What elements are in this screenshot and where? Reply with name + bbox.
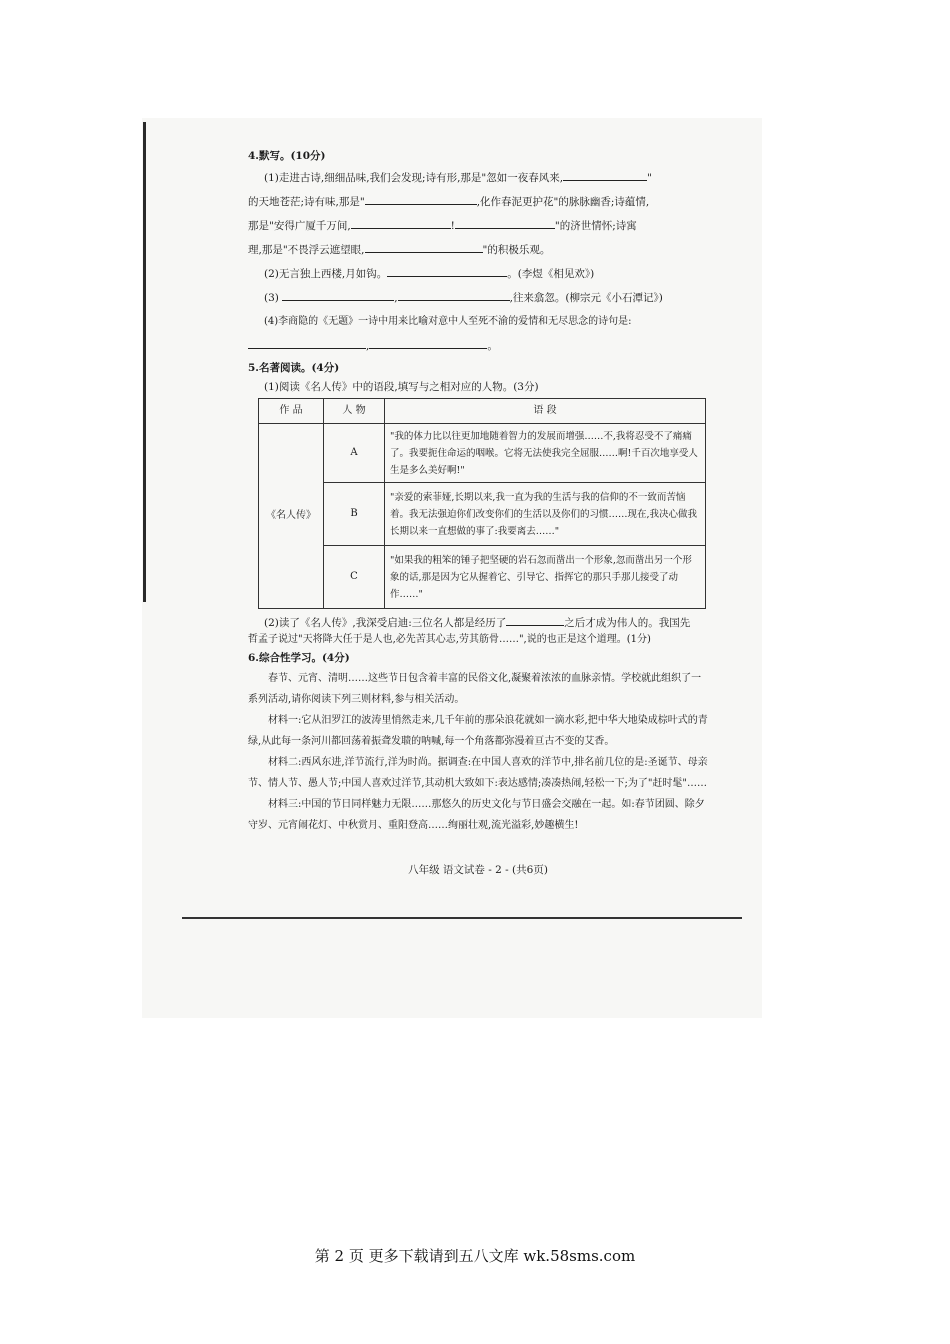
q6-title: 6.综合性学习。(4分) [248,652,350,664]
table-row [259,546,706,609]
q5-text: (2)读了《名人传》,我深受启迪:三位名人都是经历了 [264,617,507,629]
q5-sub1: (1)阅读《名人传》中的语段,填写与之相对应的人物。(3分) [264,381,539,393]
q4-line-7: (4)李商隐的《无题》一诗中用来比喻对意中人至死不渝的爱情和无尽思念的诗句是: [264,316,632,327]
quote-cell: "亲爱的索菲娅,长期以来,我一直为我的生活与我的信仰的不一致而苦恼着。我无法强迫你们改变你们的生活以及你们的习惯……现在,我决心做我长期以来一直想做的事了:我要离去……" [385,483,706,546]
person-cell[interactable]: C [324,546,385,609]
table-header: 作 品 [259,399,324,424]
q4-text: ,往来翕忽。(柳宗元《小石潭记》) [509,292,663,304]
q4-text: " [647,172,652,184]
q5-title: 5.名著阅读。(4分) [248,362,340,374]
q4-line-2 [248,190,708,214]
q5-text: 之后才成为伟人的。我国先 [564,617,691,629]
answer-blank[interactable] [506,613,564,626]
q5-sub2-cont: 哲孟子说过"天将降大任于是人也,必先苦其心志,劳其筋骨……",说的也正是这个道理。(1分) [248,634,651,645]
q6-intro: 春节、元宵、清明……这些节日包含着丰富的民俗文化,凝聚着浓浓的血脉亲情。学校就此组织了一系列活动,请你阅读下列三则材料,参与相关活动。 [248,673,702,705]
quote-cell: "如果我的粗笨的锤子把坚硬的岩石忽而凿出一个形象,忽而凿出另一个形象的话,那是因为它从握着它、引导它、指挥它的那只手那儿接受了动作……" [385,546,706,609]
page-footer: 八年级 语文试卷 - 2 - (共6页) [408,864,548,876]
q4-line-1 [248,166,708,190]
table-row [259,424,706,483]
q6-material-3: 材料三:中国的节日同样魅力无限……那悠久的历史文化与节日盛会交融在一起。如:春节团圆、除夕守岁、元宵闹花灯、中秋赏月、重阳登高……绚丽壮观,流光溢彩,妙趣横生! [248,799,705,831]
work-cell: 《名人传》 [259,424,324,609]
q4-line-4 [248,238,708,262]
scan-edge-line [143,122,146,602]
exam-content [248,146,708,836]
q4-line-5 [248,262,708,286]
q4-text: (2)无言独上西楼,月如钩。 [264,268,388,280]
q4-line-6 [248,286,708,310]
q4-text: 。 [487,340,498,352]
q4-text: (3) [264,292,279,304]
q4-text: ! [450,220,455,232]
q4-text: ,化作春泥更护花"的脉脉幽香;诗蕴情, [476,196,650,208]
answer-blank[interactable] [563,168,647,181]
q6-material-1: 材料一:它从汨罗江的波涛里悄然走来,几千年前的那朵浪花就如一滴水彩,把中华大地染成棕叶式的青绿,从此每一条河川都回荡着振聋发聩的呐喊,每一个角落都弥漫着亘古不变的艾香。 [248,715,708,747]
q6-material-2: 材料二:西风东进,洋节流行,洋为时尚。据调查:在中国人喜欢的洋节中,排名前几位的是:圣诞节、母亲节、情人节、愚人节;中国人喜欢过洋节,其动机大致如下:表达感情;凑凑热闹,轻松一下;为了"赶时髦"…… [248,757,708,789]
q4-text: 的天地苍茫;诗有味,那是" [248,196,365,208]
q4-line-8 [248,334,708,358]
q5-sub2 [248,613,708,632]
q4-text: 理,那是"不畏浮云遮望眼, [248,244,365,256]
answer-blank[interactable] [398,288,510,301]
person-cell[interactable]: B [324,483,385,546]
answer-blank[interactable] [365,240,483,253]
q4-text: "的积极乐观。 [482,244,551,256]
q4-text: , [394,292,398,304]
q4-line-3 [248,214,708,238]
quote-cell: "我的体力比以往更加地随着智力的发展而增强……不,我将忍受不了痛痛了。我要扼住命运的咽喉。它将无法使我完全屈服……啊!千百次地享受人生是多么美好啊!" [385,424,706,483]
table-header-row [259,399,706,424]
answer-blank[interactable] [351,216,451,229]
q4-title: 4.默写。(10分) [248,150,326,162]
table-header: 人 物 [324,399,385,424]
q4-text: 那是"安得广厦千万间, [248,220,351,232]
answer-blank[interactable] [369,336,487,349]
q4-text: (1)走进古诗,细细品味,我们会发现;诗有形,那是"忽如一夜春风来, [264,172,564,184]
mingren-table [258,398,706,609]
q4-text: "的济世情怀;诗寓 [554,220,637,232]
answer-blank[interactable] [387,264,507,277]
answer-blank[interactable] [282,288,394,301]
q4-text: , [366,340,370,352]
table-header: 语 段 [385,399,706,424]
q4-text: 。(李煜《相见欢》) [507,268,595,280]
answer-blank[interactable] [455,216,555,229]
footer-rule [182,917,742,919]
answer-blank[interactable] [365,192,477,205]
table-row [259,483,706,546]
answer-blank[interactable] [248,336,366,349]
person-cell[interactable]: A [324,424,385,483]
download-note: 第 2 页 更多下载请到五八文库 wk.58sms.com [314,1247,636,1265]
